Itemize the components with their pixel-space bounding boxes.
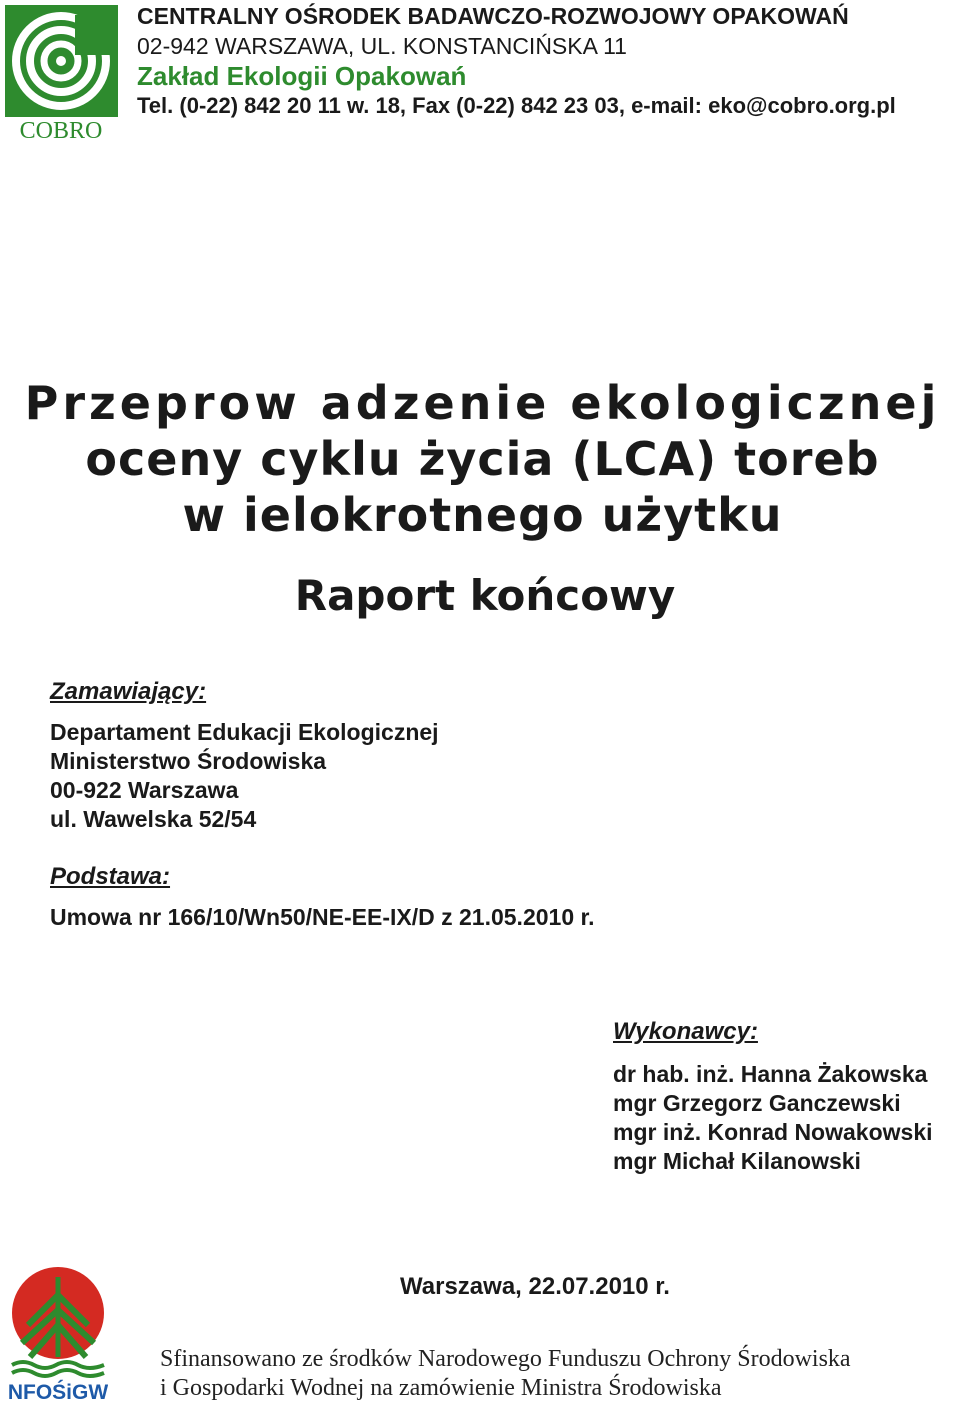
title-line-2: oceny cyklu życia (LCA) toreb: [85, 432, 880, 486]
department-name: Zakład Ekologii Opakowań: [137, 61, 467, 91]
place-date: Warszawa, 22.07.2010 r.: [400, 1273, 670, 1300]
client-details: [50, 718, 439, 834]
funding-note: [160, 1345, 851, 1403]
title-line-3: w ielokrotnego użytku: [182, 488, 783, 542]
nfosigw-logo: [8, 1265, 108, 1405]
institution-address: 02-942 WARSZAWA, UL. KONSTANCIŃSKA 11: [137, 33, 627, 59]
contractors-list: [613, 1060, 933, 1176]
contractors-label: Wykonawcy:: [613, 1018, 758, 1045]
client-line: Departament Edukacji Ekologicznej: [50, 719, 439, 745]
title-line-1: Przeprow adzenie ekologicznej: [24, 376, 941, 430]
svg-text:COBRO: COBRO: [19, 118, 103, 141]
client-line: ul. Wawelska 52/54: [50, 806, 257, 832]
contractor-name: mgr inż. Konrad Nowakowski: [613, 1119, 933, 1145]
client-line: Ministerstwo Środowiska: [50, 748, 327, 774]
funding-line-1: Sfinansowano ze środków Narodowego Funduszu Ochrony Środowiska: [160, 1346, 851, 1372]
basis-label: Podstawa:: [50, 863, 171, 890]
contractor-name: mgr Grzegorz Ganczewski: [613, 1090, 901, 1116]
cobro-logo: [5, 5, 118, 141]
contractor-name: dr hab. inż. Hanna Żakowska: [613, 1061, 928, 1087]
contractor-name: mgr Michał Kilanowski: [613, 1148, 861, 1174]
client-line: 00-922 Warszawa: [50, 777, 239, 803]
client-label: Zamawiający:: [50, 678, 207, 705]
document-title: [0, 375, 960, 543]
basis-text: Umowa nr 166/10/Wn50/NE-EE-IX/D z 21.05.2010 r.: [50, 904, 595, 930]
institution-name: CENTRALNY OŚRODEK BADAWCZO-ROZWOJOWY OPAKOWAŃ: [137, 3, 849, 29]
svg-text:NFOŚiGW: NFOŚiGW: [8, 1381, 108, 1404]
contact-line: Tel. (0-22) 842 20 11 w. 18, Fax (0-22) 842 23 03, e-mail: eko@cobro.org.pl: [137, 93, 896, 118]
funding-line-2: i Gospodarki Wodnej na zamówienie Ministra Środowiska: [160, 1375, 722, 1401]
document-subtitle: Raport końcowy: [294, 571, 676, 620]
